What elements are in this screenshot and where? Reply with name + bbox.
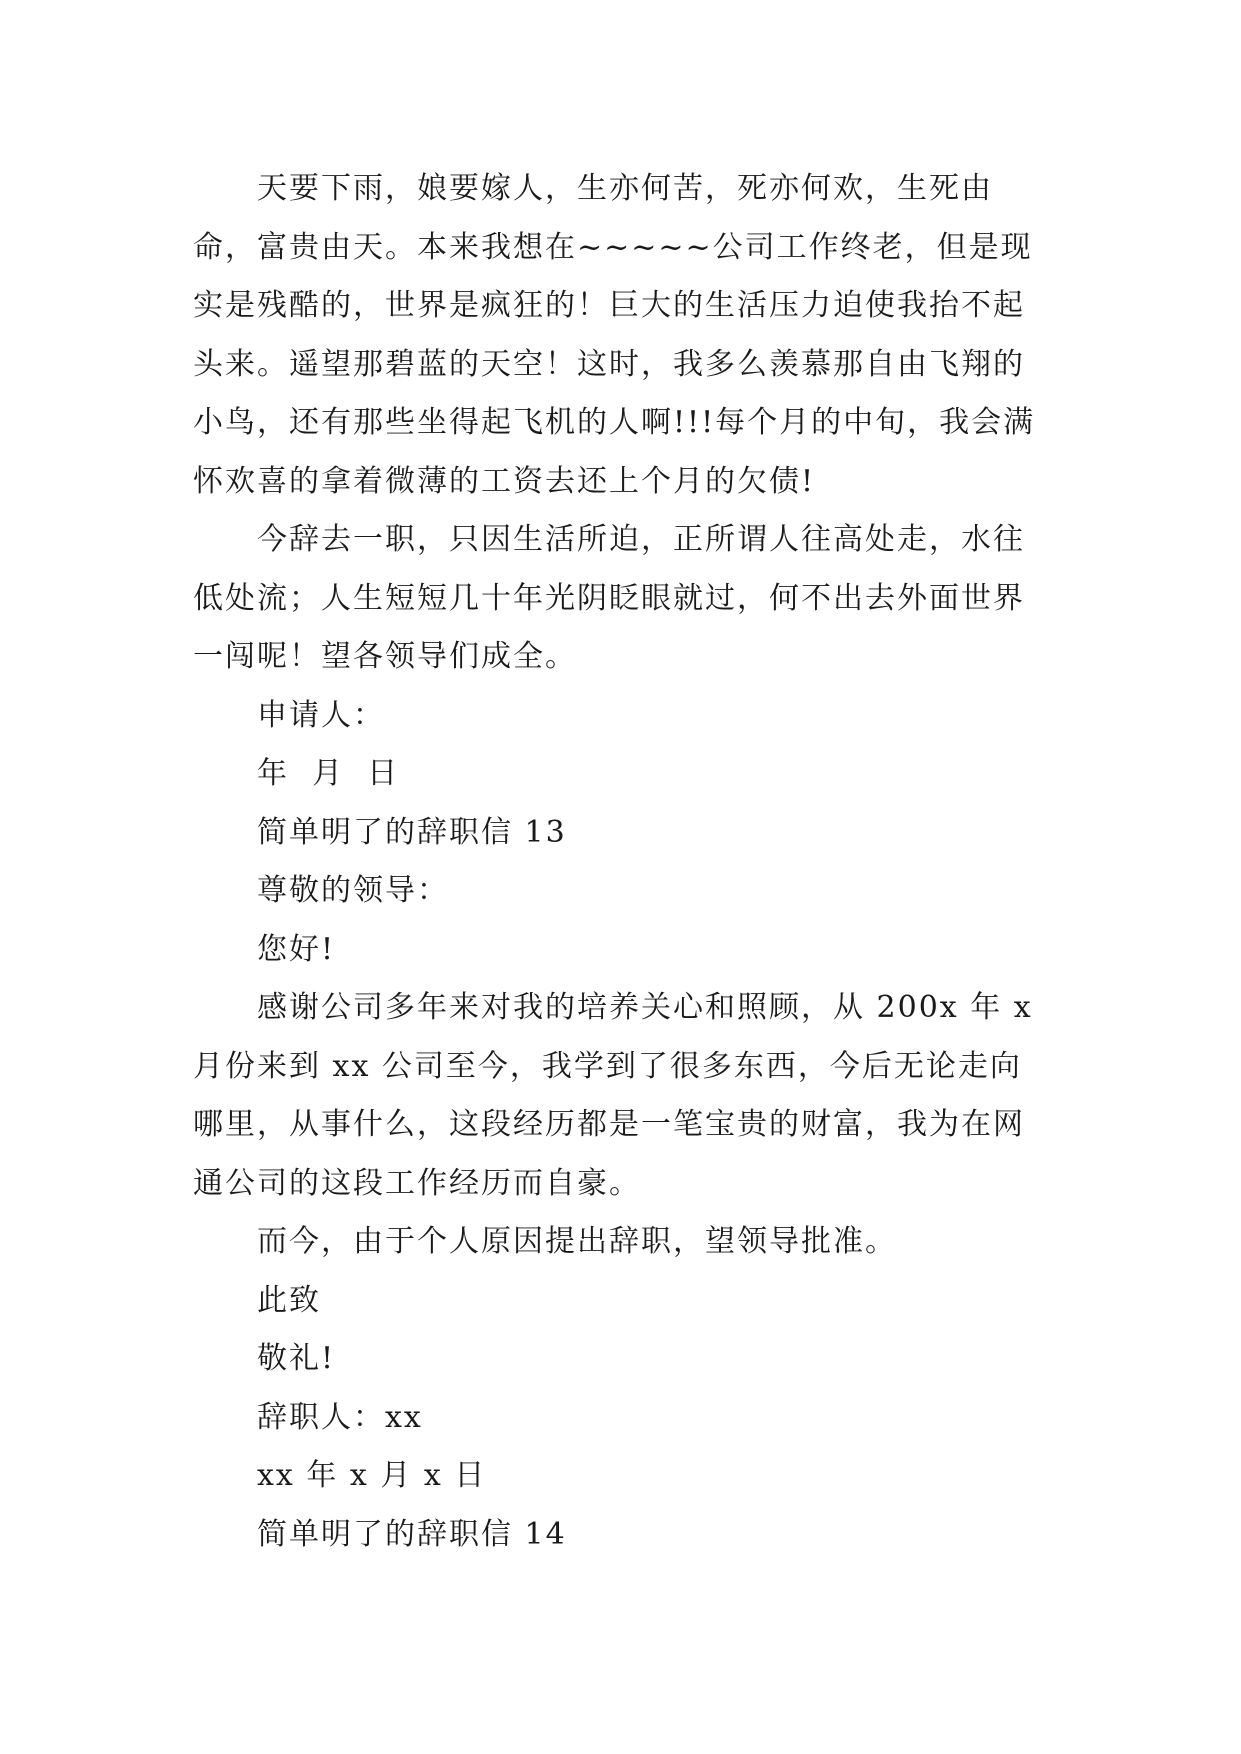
applicant-label: 申请人： <box>257 697 385 733</box>
letter-paragraph-1: 感谢公司多年来对我的培养关心和照顾，从 200x 年 x 月份来到 xx 公司至今，我学到了很多东西，今后无论走向哪里，从事什么，这段经历都是一笔宝贵的财富，我为在网通公司的这段工作经历而自豪。 <box>193 990 1045 1201</box>
salutation: 尊敬的领导： <box>257 873 449 908</box>
section-13-title: 简单明了的辞职信 13 <box>257 814 567 850</box>
closing-2: 敬礼! <box>257 1341 336 1376</box>
date-line: 年 月 日 <box>257 756 400 791</box>
resign-date: xx 年 x 月 x 日 <box>257 1458 487 1493</box>
closing-1: 此致 <box>257 1282 321 1318</box>
greeting: 您好! <box>257 931 336 967</box>
document-body <box>193 160 1053 1564</box>
paragraph-2: 今辞去一职，只因生活所迫，正所谓人往高处走，水往低处流；人生短短几十年光阴眨眼就过，何不出去外面世界一闯呢！望各领导们成全。 <box>193 522 1025 674</box>
resigner-line: 辞职人：xx <box>257 1399 423 1435</box>
section-14-title: 简单明了的辞职信 14 <box>257 1516 567 1552</box>
paragraph-1: 天要下雨，娘要嫁人，生亦何苦，死亦何欢，生死由命，富贵由天。本来我想在~~~~~公司工作终老，但是现实是残酷的，世界是疯狂的！巨大的生活压力迫使我抬不起头来。遥望那碧蓝的天空！这时，我多么羡慕那自由飞翔的小鸟，还有那些坐得起飞机的人啊!!!每个月的中旬，我会满怀欢喜的拿着微薄的工资去还上个月的欠债! <box>193 171 1036 499</box>
letter-paragraph-2: 而今，由于个人原因提出辞职，望领导批准。 <box>257 1224 897 1259</box>
